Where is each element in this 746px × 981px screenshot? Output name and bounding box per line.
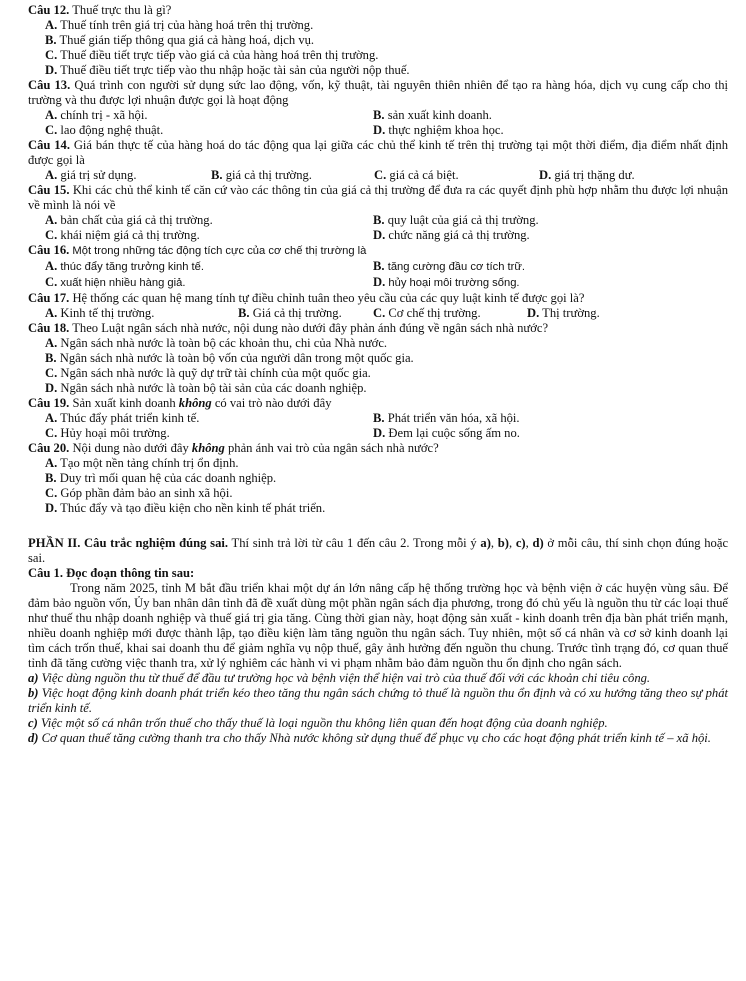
question-20: Câu 20. Nội dung nào dưới đây không phản ánh vai trò của ngân sách nhà nước? <box>28 441 439 455</box>
part2-intro: PHẦN II. Câu trắc nghiệm đúng sai. Thí sinh trả lời từ câu 1 đến câu 2. Trong mỗi ý a), b), c), d) ở mỗi câu, thí sinh chọn đúng hoặc sai. <box>28 536 729 565</box>
q16-options-row1 <box>45 259 728 275</box>
q17-option-a: A. Kinh tế thị trường. <box>45 306 155 320</box>
q14-options <box>45 168 728 183</box>
q15-option-a: A. bản chất của giá cả thị trường. <box>45 213 213 227</box>
q16-options-row2 <box>45 275 728 291</box>
statement-a: a) Việc dùng nguồn thu từ thuế để đầu tư trường học và bệnh viện thể hiện vai trò của thuế đối với các khoản chi tiêu công. <box>28 671 651 685</box>
q17-options <box>45 306 728 321</box>
q16-option-a: A. thúc đẩy tăng trưởng kinh tế. <box>45 259 204 273</box>
q20-option-b: B. Duy trì mối quan hệ của các doanh nghiệp. <box>45 471 277 485</box>
q19-option-b: B. Phát triển văn hóa, xã hội. <box>373 411 520 425</box>
q15-option-d: D. chức năng giá cả thị trường. <box>373 228 530 242</box>
q14-option-d: D. giá trị thặng dư. <box>539 168 635 182</box>
q16-option-d: D. hủy hoại môi trường sống. <box>373 275 520 289</box>
part2-question-1-heading: Câu 1. Đọc đoạn thông tin sau: <box>28 566 195 580</box>
statement-b: b) Việc hoạt động kinh doanh phát triển kéo theo tăng thu ngân sách chứng tỏ thuế là nguồn thu ổn định và có xu hướng tăng theo sự phát triển kinh tế. <box>28 686 728 715</box>
passage-text: Trong năm 2025, tỉnh M bắt đầu triển khai một dự án lớn nâng cấp hệ thống trường học và bệnh viện ở các huyện vùng sâu. Để đảm bảo nguồn vốn, Ủy ban nhân dân tỉnh đã đề xuất dùng một phần ngân sách địa phương, trong đó chủ yếu là nguồn thu từ các loại thuế như thuế thu nhập doanh nghiệp và thuế giá trị gia tăng. Cùng thời gian này, hoạt động sản xuất - kinh doanh trên địa bàn phát triển mạnh, nhiều doanh nghiệp mới được thành lập, tạo điều kiện làm tăng nguồn thu ngân sách. Tuy nhiên, một số cá nhân và cơ sở kinh doanh lại tìm cách trốn thuế, khai sai doanh thu để giảm nghĩa vụ nộp thuế, gây ảnh hưởng đến nguồn thu chung. Trước tình trạng đó, cơ quan thuế tỉnh đã tăng cường việc thanh tra, xử lý nghiêm các hành vi vi phạm nhằm bảo đảm nguồn thu ổn định cho ngân sách. <box>28 581 728 670</box>
q18-option-b: B. Ngân sách nhà nước là toàn bộ vốn của người dân trong một quốc gia. <box>45 351 414 365</box>
q18-option-a: A. Ngân sách nhà nước là toàn bộ các khoản thu, chi của Nhà nước. <box>45 336 388 350</box>
q16-option-b: B. tăng cường đầu cơ tích trữ. <box>373 259 525 273</box>
q14-option-b: B. giá cả thị trường. <box>211 168 312 182</box>
q19-option-c: C. Hủy hoại môi trường. <box>45 426 170 440</box>
question-17: Câu 17. Hệ thống các quan hệ mang tính tự điều chỉnh tuân theo yêu cầu của các quy luật kinh tế được gọi là? <box>28 291 585 305</box>
q13-options-row1 <box>45 108 728 123</box>
part2-title: PHẦN II. Câu trắc nghiệm đúng sai. <box>28 536 229 550</box>
q13-option-c: C. lao động nghệ thuật. <box>45 123 164 137</box>
statement-d: d) Cơ quan thuế tăng cường thanh tra cho thấy Nhà nước không sử dụng thuế để phục vụ cho các hoạt động phát triển kinh tế – xã hội. <box>28 731 711 745</box>
q14-option-c: C. giá cả cá biệt. <box>374 168 459 182</box>
q12-option-a: A. Thuế tính trên giá trị của hàng hoá trên thị trường. <box>45 18 314 32</box>
q13-option-a: A. chính trị - xã hội. <box>45 108 148 122</box>
q13-options-row2 <box>45 123 728 138</box>
q15-option-c: C. khái niệm giá cả thị trường. <box>45 228 200 242</box>
q15-options-row2 <box>45 228 728 243</box>
question-13: Câu 13. Quá trình con người sử dụng sức lao động, vốn, kỹ thuật, tài nguyên thiên nhiên để tạo ra hàng hóa, dịch vụ cung cấp cho thị trường và thu được lợi nhuận được gọi là hoạt động <box>28 78 728 107</box>
q17-option-d: D. Thị trường. <box>527 306 600 320</box>
q20-option-c: C. Góp phần đảm bảo an sinh xã hội. <box>45 486 233 500</box>
statement-c: c) Việc một số cá nhân trốn thuế cho thấy thuế là loại nguồn thu không liên quan đến hoạt động của doanh nghiệp. <box>28 716 608 730</box>
q19-options-row2 <box>45 426 728 441</box>
q17-option-b: B. Giá cả thị trường. <box>238 306 342 320</box>
q16-option-c: C. xuất hiện nhiều hàng giả. <box>45 275 186 289</box>
q19-option-a: A. Thúc đẩy phát triển kinh tế. <box>45 411 200 425</box>
question-14: Câu 14. Giá bán thực tế của hàng hoá do tác động qua lại giữa các chủ thể kinh tế trên thị trường tại một thời điểm, địa điểm nhất định được gọi là <box>28 138 728 167</box>
q12-option-d: D. Thuế điều tiết trực tiếp vào thu nhập hoặc tài sản của người nộp thuế. <box>45 63 410 77</box>
q13-option-b: B. sản xuất kinh doanh. <box>373 108 492 122</box>
q12-option-c: C. Thuế điều tiết trực tiếp vào giá cả của hàng hoá trên thị trường. <box>45 48 379 62</box>
section-gap <box>28 516 728 536</box>
q20-option-a: A. Tạo một nền tảng chính trị ổn định. <box>45 456 239 470</box>
q12-option-b: B. Thuế gián tiếp thông qua giá cả hàng hoá, dịch vụ. <box>45 33 315 47</box>
q20-option-d: D. Thúc đẩy và tạo điều kiện cho nền kinh tế phát triển. <box>45 501 326 515</box>
q19-option-d: D. Đem lại cuộc sống ấm no. <box>373 426 520 440</box>
q14-option-a: A. giá trị sử dụng. <box>45 168 137 182</box>
question-19: Câu 19. Sản xuất kinh doanh không có vai trò nào dưới đây <box>28 396 332 410</box>
question-18: Câu 18. Theo Luật ngân sách nhà nước, nội dung nào dưới đây phản ánh đúng về ngân sách nhà nước? <box>28 321 549 335</box>
q13-option-d: D. thực nghiệm khoa học. <box>373 123 504 137</box>
q18-option-d: D. Ngân sách nhà nước là toàn bộ tài sản của các doanh nghiệp. <box>45 381 367 395</box>
q18-option-c: C. Ngân sách nhà nước là quỹ dự trữ tài chính của một quốc gia. <box>45 366 371 380</box>
q15-options-row1 <box>45 213 728 228</box>
question-15: Câu 15. Khi các chủ thể kinh tế căn cứ vào các thông tin của giá cả thị trường để đưa ra các quyết định phù hợp nhằm thu được lợi nhuận về mình là nói về <box>28 183 728 212</box>
question-12: Câu 12. Thuế trực thu là gì? <box>28 3 172 17</box>
question-16: Câu 16. Một trong những tác động tích cực của cơ chế thị trường là <box>28 243 367 257</box>
q15-option-b: B. quy luật của giá cả thị trường. <box>373 213 539 227</box>
q19-options-row1 <box>45 411 728 426</box>
q17-option-c: C. Cơ chế thị trường. <box>373 306 481 320</box>
